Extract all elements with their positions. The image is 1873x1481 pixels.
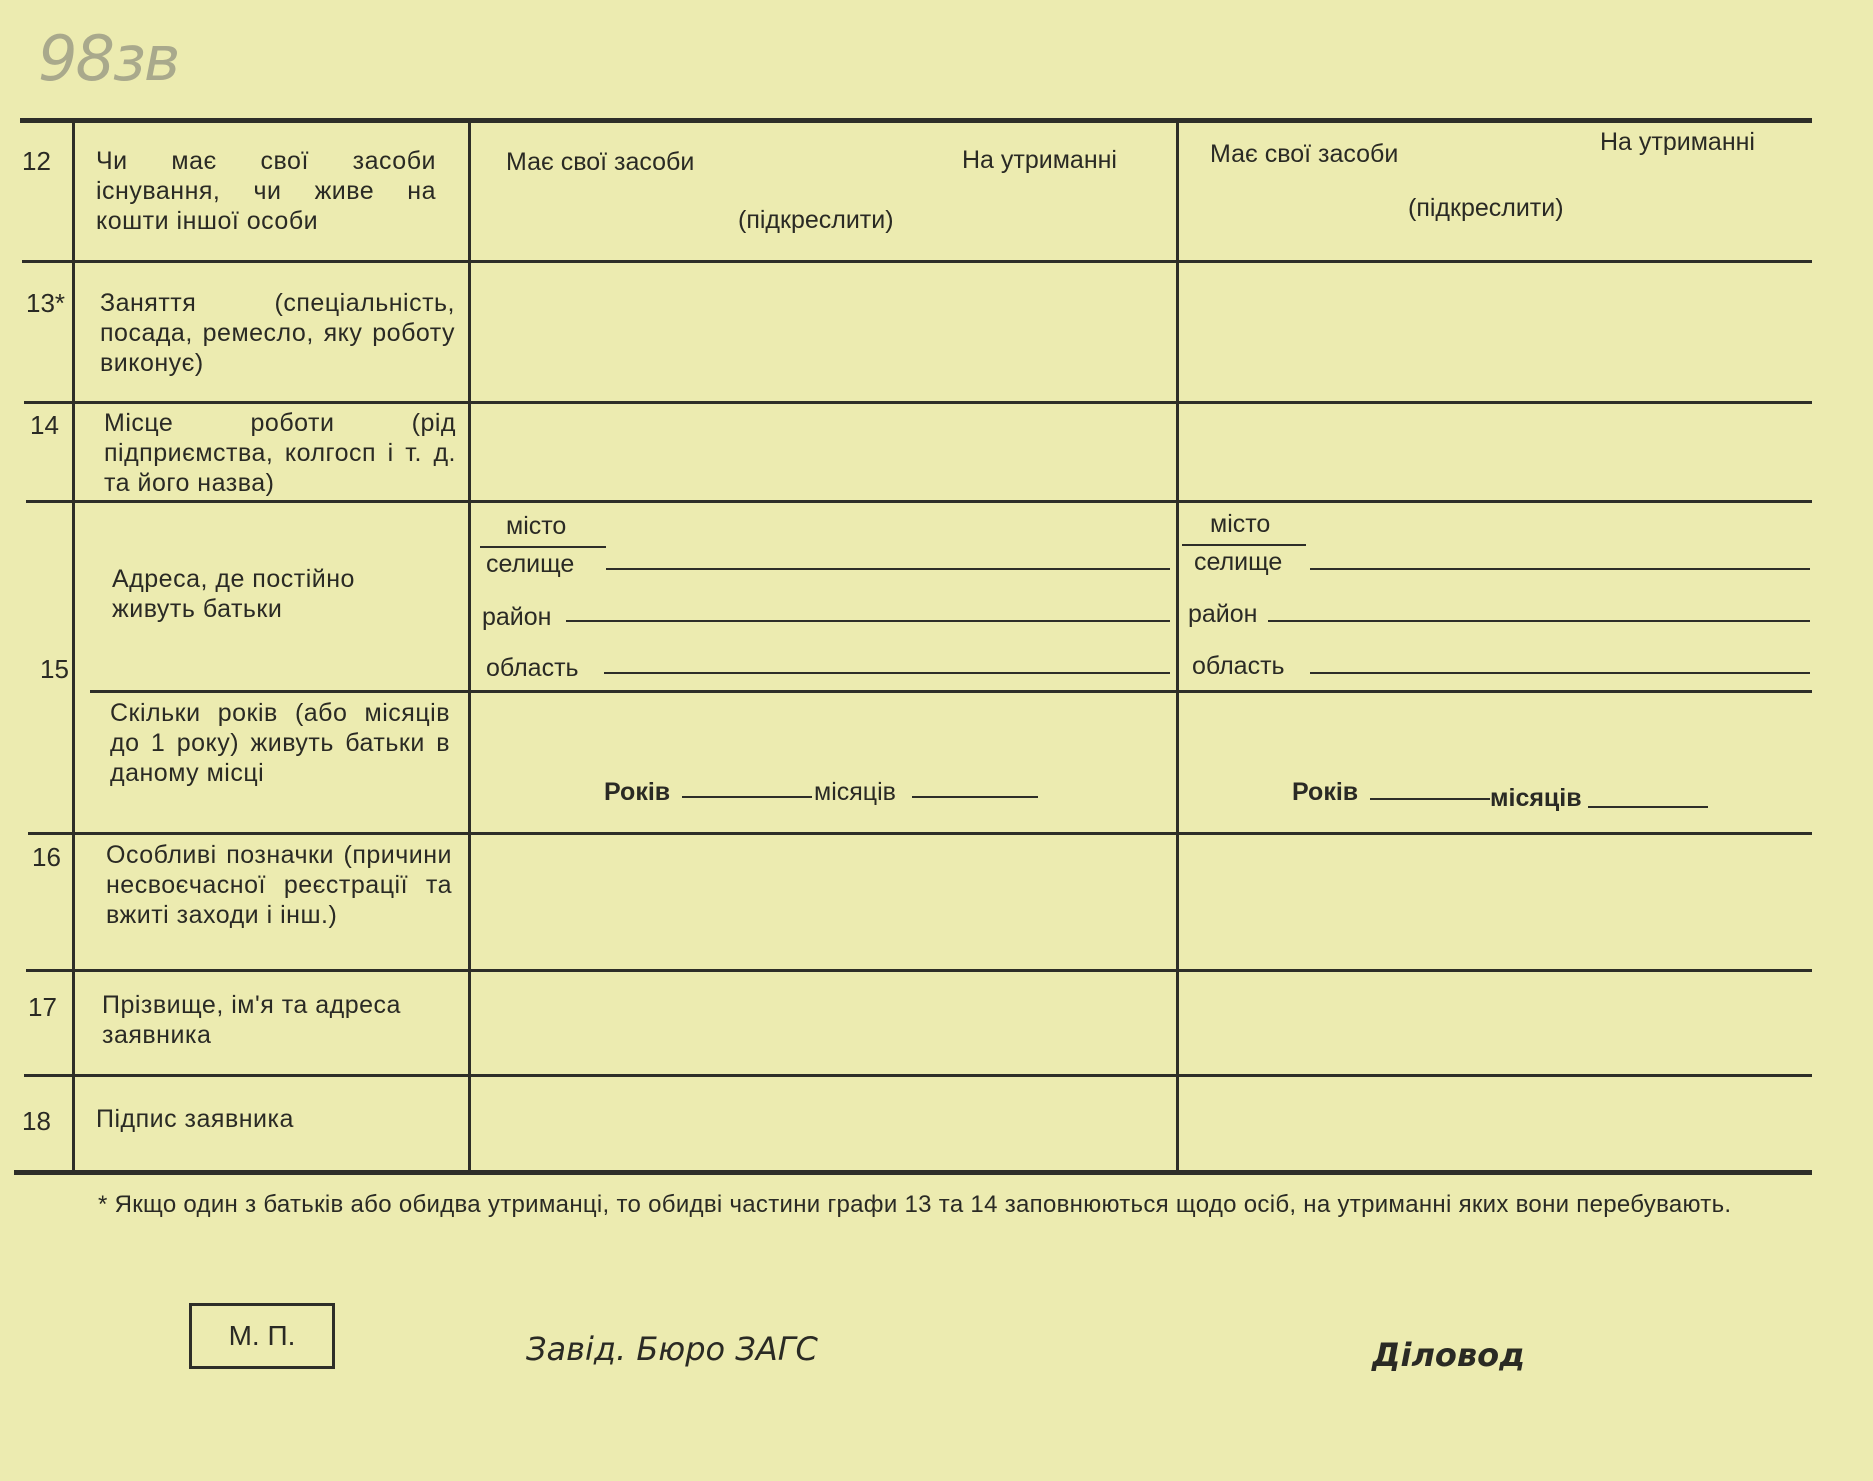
row-label-occupation: Заняття (спеціальність, посада, ремесло, яку роботу виконує) <box>100 289 455 377</box>
stamp-box <box>189 1303 335 1369</box>
address-settlement-line-b <box>1310 568 1810 570</box>
col-divider-parents <box>1176 122 1179 1172</box>
col-divider-num <box>72 122 75 1172</box>
page-number: 98зв <box>38 22 179 95</box>
address-city-rule-a <box>480 546 606 548</box>
address-district-a: район <box>482 603 552 631</box>
address-region-b: область <box>1192 652 1285 680</box>
row-label-duration: Скільки років (або місяців до 1 року) живуть батьки в даному місці <box>110 699 450 787</box>
row-number: 18 <box>22 1106 51 1136</box>
means-underline-a: (підкреслити) <box>738 206 894 234</box>
rule-17-18 <box>24 1074 1812 1077</box>
rule-bottom <box>14 1170 1812 1175</box>
duration-months-a: місяців <box>814 778 896 806</box>
duration-years-line-b <box>1370 798 1490 800</box>
address-district-b: район <box>1188 600 1258 628</box>
rule-top <box>20 118 1812 123</box>
row-number: 15 <box>40 654 69 684</box>
means-own-b: Має свої засоби <box>1210 140 1399 168</box>
rule-15-inner <box>90 690 1812 693</box>
address-settlement-a: селище <box>486 550 575 578</box>
head-of-bureau-label: Завід. Бюро ЗАГС <box>526 1330 818 1368</box>
row-label-remarks: Особливі позначки (причини несвоєчасної реєстрації та вжиті заходи і інш.) <box>106 841 452 929</box>
row-number: 16 <box>32 842 61 872</box>
means-underline-b: (підкреслити) <box>1408 194 1564 222</box>
row-label-signature: Підпис заявника <box>96 1105 294 1133</box>
address-city-b: місто <box>1210 510 1271 538</box>
duration-years-line-a <box>682 796 812 798</box>
footnote: * Якщо один з батьків або обидва утриманці, то обидві частини графи 13 та 14 заповнюються щодо осіб, на утриманні яких вони перебувають. <box>98 1191 1732 1218</box>
row-label-applicant: Прізвище, ім'я та адреса заявника <box>102 991 401 1049</box>
rule-16-17 <box>26 969 1812 972</box>
duration-years-b: Років <box>1292 778 1359 806</box>
address-settlement-line-a <box>606 568 1170 570</box>
address-region-line-a <box>604 672 1170 674</box>
duration-months-b: місяців <box>1490 784 1582 812</box>
address-district-line-a <box>566 620 1170 622</box>
means-dependent-b: На утриманні <box>1600 128 1755 156</box>
address-district-line-b <box>1268 620 1810 622</box>
address-settlement-b: селище <box>1194 548 1283 576</box>
row-number: 14 <box>30 410 59 440</box>
row-number: 13* <box>26 288 66 318</box>
address-city-a: місто <box>506 512 567 540</box>
row-number: 12 <box>22 146 51 176</box>
rule-15-16 <box>28 832 1812 835</box>
row-label-means: Чи має свої засоби існування, чи живе на кошти іншої особи <box>96 147 436 235</box>
clerk-label: Діловод <box>1372 1336 1525 1374</box>
rule-13-14 <box>24 401 1812 404</box>
duration-months-line-a <box>912 796 1038 798</box>
rule-14-15 <box>26 500 1812 503</box>
duration-months-line-b <box>1588 806 1708 808</box>
row-label-address: Адреса, де постійно живуть батьки <box>112 565 355 623</box>
row-number: 17 <box>28 992 57 1022</box>
col-divider-label <box>468 122 471 1172</box>
duration-years-a: Років <box>604 778 671 806</box>
rule-12-13 <box>22 260 1812 263</box>
address-city-rule-b <box>1182 544 1306 546</box>
means-own-a: Має свої засоби <box>506 148 695 176</box>
stamp-label: М. П. <box>228 1320 296 1351</box>
row-label-workplace: Місце роботи (рід підприємства, колгосп і т. д. та його назва) <box>104 409 456 497</box>
address-region-a: область <box>486 654 579 682</box>
address-region-line-b <box>1310 672 1810 674</box>
means-dependent-a: На утриманні <box>962 146 1117 174</box>
